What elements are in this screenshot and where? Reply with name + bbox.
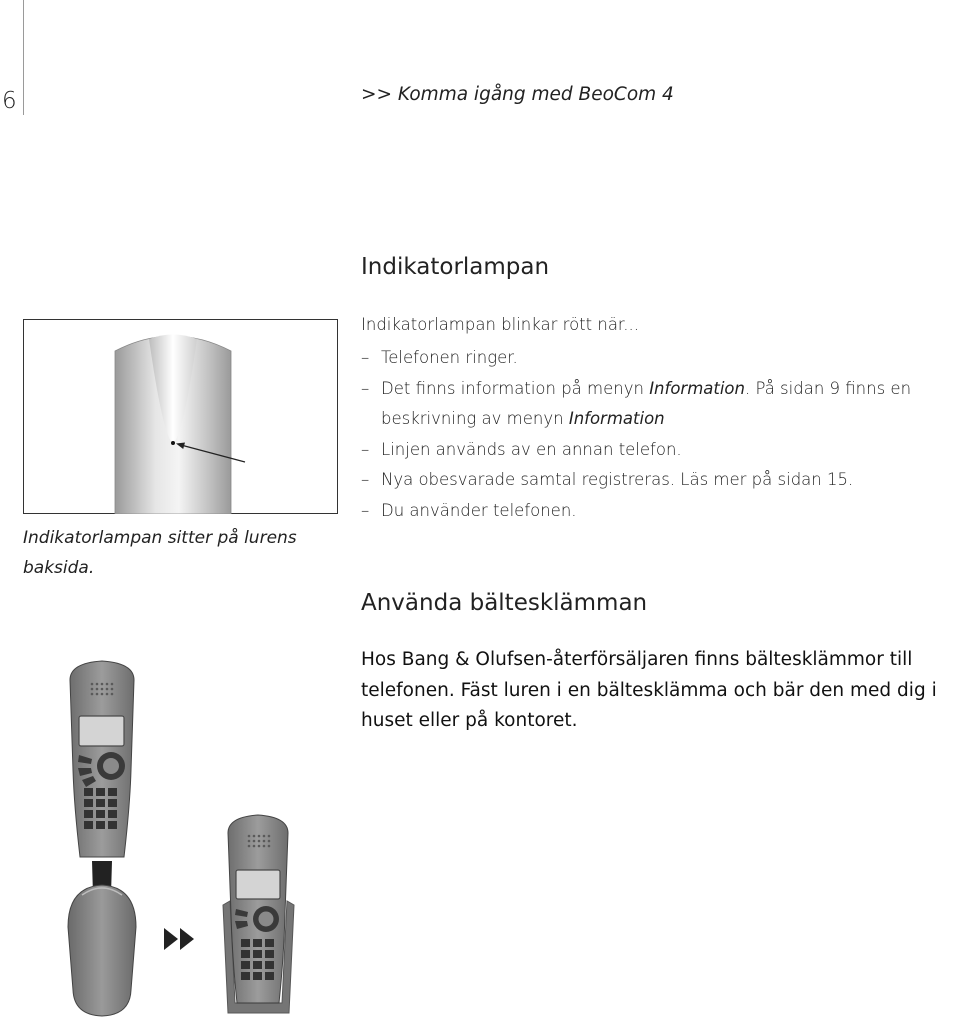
list-item bbox=[361, 465, 951, 496]
list-item bbox=[361, 374, 951, 405]
intro-text: Indikatorlampan blinkar rött när... bbox=[361, 315, 639, 334]
section-heading-baltesklamman: Använda bältesklämman bbox=[361, 590, 648, 616]
forward-arrow-icon bbox=[180, 928, 194, 950]
list-item-text: beskrivning av menyn bbox=[381, 409, 569, 428]
handset-in-clip bbox=[223, 815, 294, 1013]
list-item-text: Nya obesvarade samtal registreras. Läs mer på sidan 15. bbox=[381, 470, 854, 489]
vertical-rule bbox=[23, 0, 24, 115]
handset-back-illustration bbox=[23, 319, 338, 514]
list-item-text: Telefonen ringer. bbox=[381, 348, 518, 367]
page-number: 6 bbox=[2, 88, 17, 114]
list-item-text: . På sidan 9 finns en bbox=[745, 378, 912, 398]
list-item-text: Linjen används av en annan telefon. bbox=[381, 439, 682, 459]
list-item bbox=[361, 343, 951, 374]
menu-name-italic: Information bbox=[649, 378, 745, 398]
belt-clip bbox=[68, 885, 136, 1016]
breadcrumb: >> Komma igång med BeoCom 4 bbox=[361, 84, 674, 105]
bullet-dash: – bbox=[361, 348, 370, 367]
bullet-dash: – bbox=[361, 470, 370, 489]
section-heading-indikatorlampan: Indikatorlampan bbox=[361, 254, 550, 280]
display-screen bbox=[236, 870, 280, 899]
list-item bbox=[361, 496, 951, 527]
indicator-lamp-dot bbox=[171, 441, 175, 445]
menu-name-italic: Information bbox=[568, 409, 665, 428]
bullet-dash: – bbox=[361, 500, 370, 520]
handset-left bbox=[70, 661, 134, 857]
figure-caption: Indikatorlampan sitter på lurens baksida. bbox=[23, 528, 297, 578]
list-item bbox=[361, 435, 951, 466]
display-screen bbox=[79, 716, 124, 746]
status-list bbox=[361, 343, 951, 526]
list-item-text: Det finns information på menyn bbox=[381, 378, 650, 398]
belt-clip-illustration bbox=[60, 655, 300, 1018]
list-item bbox=[361, 404, 951, 435]
bullet-dash: – bbox=[361, 378, 370, 398]
list-item-text: Du använder telefonen. bbox=[381, 500, 577, 520]
forward-arrow-icon bbox=[164, 928, 178, 950]
belt-clip-paragraph: Hos Bang & Olufsen-återförsäljaren finns bältesklämmor till telefonen. Fäst luren i en bältesklämma och bär den med dig i huset eller på kontoret. bbox=[361, 649, 937, 731]
bullet-dash: – bbox=[361, 439, 370, 459]
